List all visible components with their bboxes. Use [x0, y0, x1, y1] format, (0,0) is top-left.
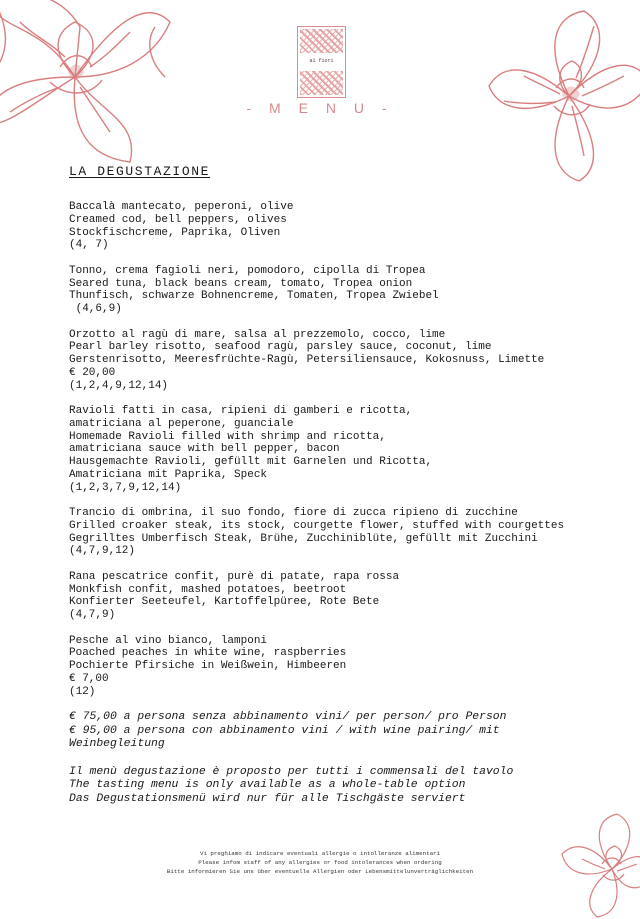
dish-line: Tonno, crema fagioli neri, pomodoro, cipolla di Tropea: [69, 264, 426, 277]
logo-floral-pattern: [300, 29, 343, 53]
table-note: [69, 766, 589, 807]
dish-line: € 20,00: [69, 366, 116, 379]
note-line: The tasting menu is only available as a whole-table option: [69, 779, 466, 792]
dish-item: [69, 201, 589, 252]
dish-line: Grilled croaker steak, its stock, courgette flower, stuffed with courgettes: [69, 519, 565, 532]
dish-line: Poached peaches in white wine, raspberries: [69, 647, 347, 660]
dish-line: (4, 7): [69, 239, 109, 252]
dish-item: [69, 329, 589, 393]
dish-line: amatriciana al peperone, guanciale: [69, 417, 294, 430]
peony-illustration-top-left: [0, 0, 190, 172]
dish-line: Seared tuna, black beans cream, tomato, Tropea onion: [69, 277, 413, 290]
allergy-notice: [0, 849, 640, 876]
dish-line: amatriciana sauce with bell pepper, bacon: [69, 443, 340, 456]
dish-line: Gerstenrisotto, Meeresfrüchte-Ragù, Petersiliensauce, Kokosnuss, Limette: [69, 354, 545, 366]
logo-text: ai fiori: [309, 58, 334, 64]
dish-line: € 7,00: [69, 672, 109, 685]
menu-title: - M E N U -: [246, 100, 394, 116]
allergy-line: Vi preghiamo di indicare eventuali allergie o intolleranze alimentari: [199, 850, 441, 857]
dish-list: [69, 201, 589, 698]
dish-line: Monkfish confit, mashed potatoes, beetroot: [69, 583, 347, 596]
note-line: Das Degustationsmenü wird nur für alle Tischgäste serviert: [69, 792, 466, 805]
dish-line: Pochierte Pfirsiche in Weißwein, Himbeeren: [69, 660, 347, 672]
dish-line: Ravioli fatti in casa, ripieni di gamberi e ricotta,: [69, 405, 413, 417]
dish-line: Orzotto al ragù di mare, salsa al prezzemolo, cocco, lime: [69, 328, 446, 341]
dish-line: Baccalà mantecato, peperoni, olive: [69, 201, 294, 213]
dish-line: Homemade Ravioli filled with shrimp and ricotta,: [69, 430, 386, 443]
dish-line: Amatriciana mit Paprika, Speck: [69, 468, 268, 481]
dish-line: Stockfischcreme, Paprika, Oliven: [69, 226, 281, 239]
peony-illustration-top-right: [484, 6, 640, 186]
dish-item: [69, 635, 589, 699]
logo-floral-pattern: [300, 71, 343, 95]
dish-item: [69, 507, 589, 558]
dish-line: (1,2,4,9,12,14): [69, 379, 169, 392]
dish-line: Konfierter Seeteufel, Kartoffelpüree, Rote Bete: [69, 596, 380, 609]
price-line: € 95,00 a persona con abbinamento vini / with wine pairing/ mit: [69, 724, 500, 737]
dish-item: [69, 571, 589, 622]
dish-line: Pesche al vino bianco, lamponi: [69, 634, 268, 647]
dish-line: Thunfisch, schwarze Bohnencreme, Tomaten, Tropea Zwiebel: [69, 290, 439, 303]
price-line: Weinbegleitung: [69, 738, 165, 751]
dish-line: (4,6,9): [69, 303, 122, 315]
price-line: € 75,00 a persona senza abbinamento vini/ per person/ pro Person: [69, 711, 507, 723]
dish-line: (1,2,3,7,9,12,14): [69, 481, 182, 494]
note-line: Il menù degustazione è proposto per tutti i commensali del tavolo: [69, 765, 514, 778]
dish-line: Rana pescatrice confit, purè di patate, rapa rossa: [69, 570, 400, 583]
dish-line: Hausgemachte Ravioli, gefüllt mit Garnelen und Ricotta,: [69, 456, 433, 468]
section-heading: LA DEGUSTAZIONE: [69, 164, 211, 179]
dish-line: (4,7,9): [69, 609, 116, 621]
dish-item: [69, 405, 589, 494]
price-info: [69, 711, 589, 752]
restaurant-logo: [297, 26, 346, 98]
menu-content: [69, 201, 589, 807]
dish-line: Creamed cod, bell peppers, olives: [69, 213, 287, 226]
allergy-line: Bitte informieren Sie uns über eventuelle Allergien oder Lebensmittelunverträglichkeiten: [166, 868, 474, 875]
dish-line: (4,7,9,12): [69, 545, 136, 558]
dish-line: Gegrilltes Umberfisch Steak, Brühe, Zucchiniblüte, gefüllt mit Zucchini: [69, 532, 538, 545]
dish-line: Trancio di ombrina, il suo fondo, fiore di zucca ripieno di zucchine: [69, 507, 518, 519]
dish-line: Pearl barley risotto, seafood ragù, parsley sauce, coconut, lime: [69, 341, 492, 354]
dish-line: (12): [69, 685, 96, 698]
dish-item: [69, 265, 589, 316]
allergy-line: Please infom staff of any allergies or food intolerances when ordering: [198, 859, 442, 866]
